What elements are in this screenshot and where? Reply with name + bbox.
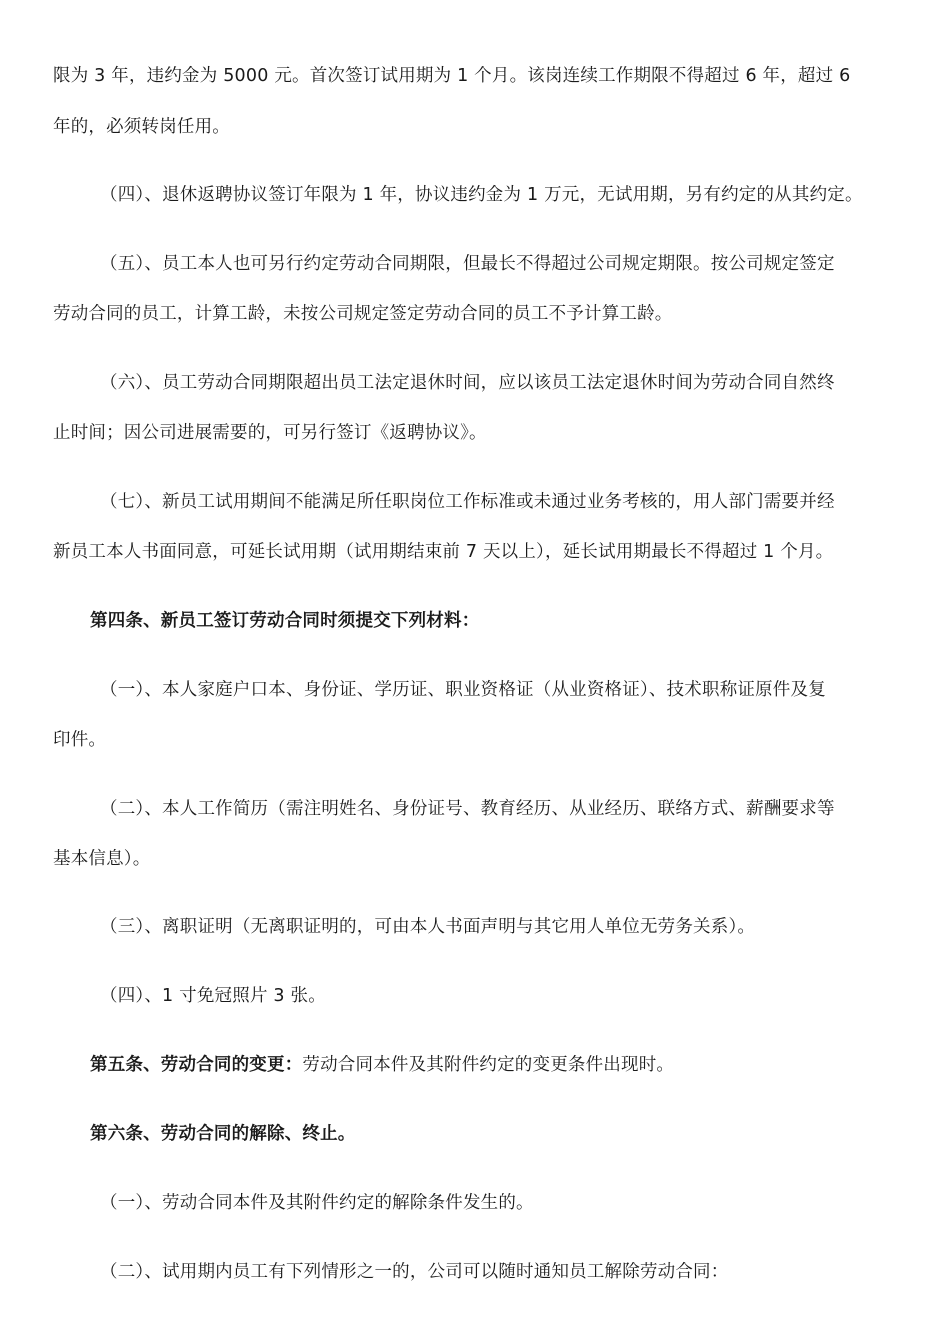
- article-6-heading: 第六条、劳动合同的解除、终止。: [90, 1124, 356, 1144]
- material-item-1: （一）、本人家庭户口本、身份证、学历证、职业资格证（从业资格证）、技术职称证原件及复: [100, 680, 826, 700]
- clause-4-retirement-rehire: （四）、退休返聘协议签订年限为 1 年，协议违约金为 1 万元，无试用期，另有约定的从其约定。: [100, 185, 863, 205]
- text-line: 基本信息）。: [53, 849, 151, 869]
- text-line: 新员工本人书面同意，可延长试用期（试用期结束前 7 天以上），延长试用期最长不得超过 1 个月。: [53, 542, 834, 562]
- article-5-heading: 第五条、劳动合同的变更：: [90, 1055, 303, 1075]
- article-5-line: [90, 1053, 674, 1077]
- termination-item-1: （一）、劳动合同本件及其附件约定的解除条件发生的。: [100, 1193, 534, 1213]
- clause-6-retirement-age: （六）、员工劳动合同期限超出员工法定退休时间，应以该员工法定退休时间为劳动合同自然终: [100, 373, 835, 393]
- clause-5-contract-term: （五）、员工本人也可另行约定劳动合同期限，但最长不得超过公司规定期限。按公司规定签定: [100, 254, 835, 274]
- text-line: 劳动合同的员工，计算工龄，未按公司规定签定劳动合同的员工不予计算工龄。: [53, 304, 673, 324]
- material-item-2: （二）、本人工作简历（需注明姓名、身份证号、教育经历、从业经历、联络方式、薪酬要求等: [100, 799, 835, 819]
- clause-7-probation-extension: （七）、新员工试用期间不能满足所任职岗位工作标准或未通过业务考核的，用人部门需要并经: [100, 492, 835, 512]
- article-5-text: 劳动合同本件及其附件约定的变更条件出现时。: [302, 1055, 675, 1075]
- text-line: 年的，必须转岗任用。: [53, 117, 230, 137]
- material-item-3: （三）、离职证明（无离职证明的，可由本人书面声明与其它用人单位无劳务关系）。: [100, 917, 756, 937]
- material-item-4: （四）、1 寸免冠照片 3 张。: [100, 986, 326, 1006]
- text-line: 印件。: [53, 730, 107, 750]
- text-line: 限为 3 年，违约金为 5000 元。首次签订试用期为 1 个月。该岗连续工作期限不得超过 6 年，超过 6: [53, 66, 851, 86]
- termination-item-2: （二）、试用期内员工有下列情形之一的，公司可以随时通知员工解除劳动合同：: [100, 1262, 729, 1282]
- article-4-heading: 第四条、新员工签订劳动合同时须提交下列材料：: [90, 611, 480, 631]
- text-line: 止时间；因公司进展需要的，可另行签订《返聘协议》。: [53, 423, 487, 443]
